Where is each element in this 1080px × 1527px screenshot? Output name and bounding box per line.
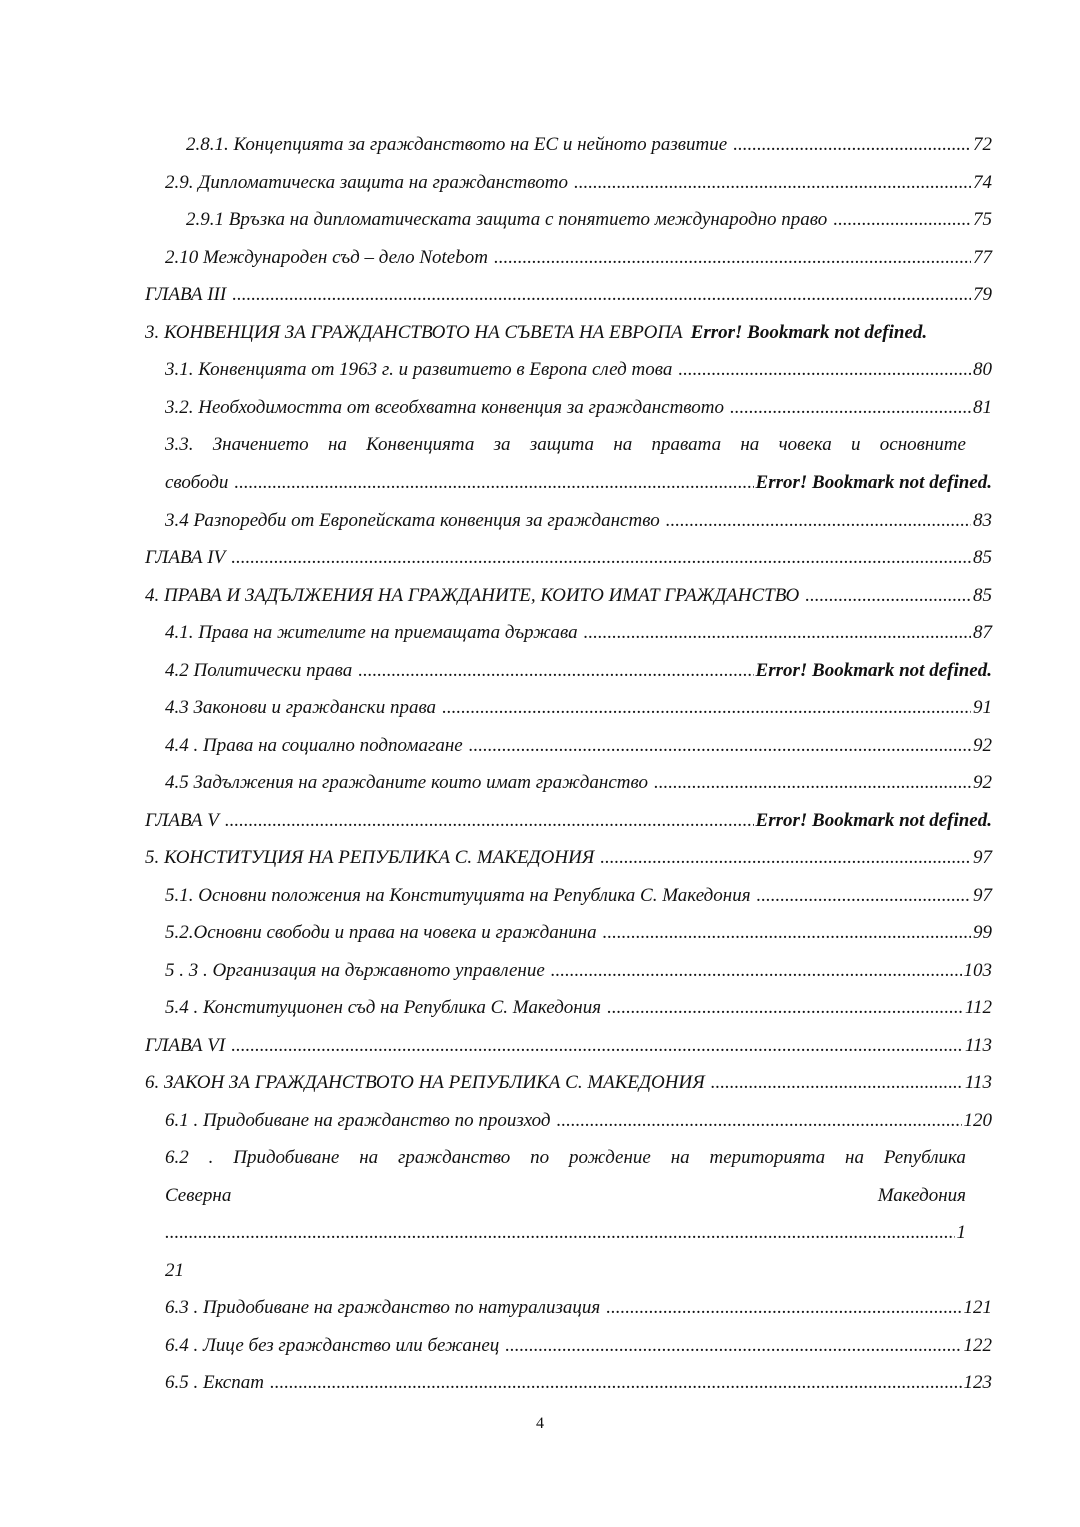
toc-entry-page: 123: [963, 1372, 992, 1393]
toc-entry-page: 1: [956, 1222, 966, 1243]
toc-entry-title: 6.1 . Придобиване на гражданство по произход: [165, 1110, 551, 1131]
toc-entry-title: 6. ЗАКОН ЗА ГРАЖДАНСТВОТО НА РЕПУБЛИКА С. МАКЕДОНИЯ: [145, 1072, 705, 1093]
toc-entry-page: 113: [964, 1035, 992, 1056]
toc-entry-title: 3.2. Необходимостта от всеобхватна конвенция за гражданството: [165, 397, 725, 418]
toc-entry[interactable]: [165, 1327, 992, 1357]
leader-dots: [654, 772, 971, 794]
toc-entry-page: 97: [973, 847, 992, 868]
toc-entry-title: 5. КОНСТИТУЦИЯ НА РЕПУБЛИКА С. МАКЕДОНИЯ: [145, 847, 595, 868]
toc-entry[interactable]: [165, 652, 992, 682]
toc-entry-title: свободи: [165, 472, 229, 493]
toc-entry-page: 121: [963, 1297, 992, 1318]
word: и: [851, 434, 861, 455]
toc-entry-chapter[interactable]: [145, 1027, 992, 1057]
toc-entry-title: 4. ПРАВА И ЗАДЪЛЖЕНИЯ НА ГРАЖДАНИТЕ, КОИТО ИМАТ ГРАЖДАНСТВО: [145, 585, 800, 606]
word: на: [670, 1147, 690, 1168]
toc-entry-page: 91: [973, 697, 992, 718]
toc-entry-title: 6.5 . Експат: [165, 1372, 264, 1393]
toc-entry[interactable]: [165, 727, 992, 757]
toc-entry-page: 80: [973, 359, 992, 380]
toc-entry[interactable]: [165, 614, 992, 644]
leader-dots: [574, 172, 971, 194]
toc-entry-title: 5.2.Основни свободи и права на човека и гражданина: [165, 922, 597, 943]
word: Придобиване: [233, 1147, 340, 1168]
word: Значението: [212, 434, 309, 455]
toc-entry-page: 92: [973, 772, 992, 793]
leader-dots: [584, 622, 971, 644]
toc-entry[interactable]: [165, 914, 992, 944]
bookmark-error: Error! Bookmark not defined.: [755, 810, 992, 831]
leader-dots: [730, 397, 971, 419]
word: 3.3.: [165, 434, 194, 455]
bookmark-error: Error! Bookmark not defined.: [755, 660, 992, 681]
word: на: [740, 434, 760, 455]
toc-entry-title: 4.4 . Права на социално подпомагане: [165, 735, 463, 756]
leader-dots: [270, 1372, 962, 1394]
toc-entry-chapter[interactable]: [145, 276, 992, 306]
leader-dots: [225, 810, 754, 832]
toc-entry-title: ГЛАВА VI: [145, 1035, 226, 1056]
toc-entry[interactable]: [165, 989, 992, 1019]
bookmark-error: Error! Bookmark not defined.: [690, 322, 928, 343]
toc-entry-page: 85: [973, 585, 992, 606]
toc-entry[interactable]: [165, 877, 992, 907]
leader-dots: [805, 585, 971, 607]
toc-entry-page: 72: [973, 134, 992, 155]
toc-entry-chapter[interactable]: [145, 314, 1070, 344]
word: за: [493, 434, 511, 455]
leader-dots: [469, 735, 971, 757]
toc-entry-wrapped-line[interactable]: [165, 426, 966, 456]
word: на: [327, 434, 347, 455]
leader-dots: [551, 960, 962, 982]
leader-dots: [231, 547, 971, 569]
leader-dots: [757, 885, 971, 907]
leader-dots: [231, 1035, 963, 1057]
toc-entry-title: ГЛАВА IV: [145, 547, 226, 568]
toc-entry[interactable]: [165, 351, 992, 381]
toc-entry[interactable]: [165, 389, 992, 419]
word: рождение: [569, 1147, 651, 1168]
leader-dots: [442, 697, 971, 719]
leader-dots: [607, 997, 963, 1019]
toc-entry-wrapped-line[interactable]: [165, 1214, 966, 1244]
toc-entry-chapter[interactable]: [145, 577, 992, 607]
leader-dots: [234, 472, 753, 494]
toc-entry-page: 79: [973, 284, 992, 305]
leader-dots: [603, 922, 971, 944]
word: територията: [709, 1147, 826, 1168]
toc-entry-title: 2.8.1. Концепцията за гражданството на ЕС и нейното развитие: [186, 134, 728, 155]
toc-entry[interactable]: [165, 502, 992, 532]
toc-entry-wrapped-line[interactable]: [165, 1177, 966, 1207]
bookmark-error: Error! Bookmark not defined.: [755, 472, 992, 493]
toc-entry-page: 77: [973, 247, 992, 268]
toc-entry-page: 85: [973, 547, 992, 568]
leader-dots: [232, 284, 971, 306]
toc-entry-title: 4.3 Законови и граждански права: [165, 697, 437, 718]
toc-entry-title: 5.4 . Конституционен съд на Република С. Македония: [165, 997, 602, 1018]
toc-entry-chapter[interactable]: [145, 539, 992, 569]
toc-entry[interactable]: [165, 464, 992, 494]
leader-dots: [494, 247, 971, 269]
toc-entry-title: 6.4 . Лице без гражданство или бежанец: [165, 1335, 500, 1356]
word: Конвенцията: [366, 434, 475, 455]
toc-entry-title: 2.9. Дипломатическа защита на гражданството: [165, 172, 568, 193]
toc-entry[interactable]: [186, 126, 992, 156]
toc-entry-page: 81: [973, 397, 992, 418]
toc-entry-title: 5 . 3 . Организация на държавното управление: [165, 960, 545, 981]
word: на: [845, 1147, 864, 1168]
leader-dots: [358, 660, 753, 682]
toc-entry[interactable]: [165, 952, 992, 982]
toc-entry-page: 21: [165, 1260, 184, 1281]
toc-entry-title: 2.10 Международен съд – дело Notebom: [165, 247, 488, 268]
leader-dots: [666, 510, 971, 532]
word: на: [613, 434, 633, 455]
toc-entry[interactable]: [165, 764, 992, 794]
toc-entry-page: 112: [964, 997, 992, 1018]
toc-entry-title: ГЛАВА III: [145, 284, 227, 305]
toc-entry-page: 97: [973, 885, 992, 906]
toc-entry[interactable]: [165, 1289, 992, 1319]
toc-entry-title: 4.1. Права на жителите на приемащата държава: [165, 622, 578, 643]
toc-entry-title: 4.2 Политически права: [165, 660, 353, 681]
toc-entry-title: 6.3 . Придобиване на гражданство по натурализация: [165, 1297, 601, 1318]
toc-entry-title: 3.1. Конвенцията от 1963 г. и развитието в Европа след това: [165, 359, 673, 380]
toc-entry-page: 113: [964, 1072, 992, 1093]
toc-entry-title: 3. КОНВЕНЦИЯ ЗА ГРАЖДАНСТВОТО НА СЪВЕТА НА ЕВРОПА: [145, 322, 683, 343]
word: правата: [651, 434, 722, 455]
leader-dots: [733, 134, 971, 156]
toc-entry-page: 87: [973, 622, 992, 643]
word: човека: [778, 434, 832, 455]
toc-entry[interactable]: [165, 1102, 992, 1132]
word: 6.2: [165, 1147, 189, 1168]
toc-entry-page: 75: [973, 209, 992, 230]
toc-entry-title: ГЛАВА V: [145, 810, 219, 831]
toc-entry-page: 74: [973, 172, 992, 193]
toc-entry-chapter[interactable]: [145, 839, 992, 869]
page-number: 4: [536, 1415, 544, 1432]
toc-entry-title: 2.9.1 Връзка на дипломатическата защита с понятието международно право: [186, 209, 828, 230]
toc-entry[interactable]: [165, 1364, 992, 1394]
word: Северна: [165, 1185, 232, 1206]
word: по: [530, 1147, 550, 1168]
toc-entry-page: 83: [973, 510, 992, 531]
leader-dots: [165, 1222, 955, 1244]
word: основните: [879, 434, 966, 455]
word: на: [359, 1147, 379, 1168]
word: Република: [883, 1147, 966, 1168]
leader-dots: [557, 1110, 962, 1132]
word: гражданство: [398, 1147, 511, 1168]
toc-entry[interactable]: [186, 201, 992, 231]
toc-entry-wrapped-line[interactable]: [165, 1139, 966, 1169]
toc-entry-page: 99: [973, 922, 992, 943]
toc-entry-title: 4.5 Задължения на гражданите които имат гражданство: [165, 772, 648, 793]
leader-dots: [833, 209, 971, 231]
toc-entry-title: 3.4 Разпоредби от Европейската конвенция за гражданство: [165, 510, 660, 531]
toc-entry[interactable]: [165, 689, 992, 719]
word: Македония: [877, 1185, 966, 1206]
word: защита: [529, 434, 595, 455]
leader-dots: [678, 359, 971, 381]
leader-dots: [606, 1297, 961, 1319]
leader-dots: [600, 847, 971, 869]
toc-entry-chapter[interactable]: [145, 802, 992, 832]
toc-entry-chapter[interactable]: [145, 1064, 992, 1094]
toc-entry-page: 120: [963, 1110, 992, 1131]
toc-entry-page: 103: [963, 960, 992, 981]
toc-entry-title: 5.1. Основни положения на Конституцията на Република С. Македония: [165, 885, 751, 906]
word: .: [208, 1147, 214, 1168]
leader-dots: [505, 1335, 961, 1357]
toc-entry[interactable]: [165, 164, 992, 194]
leader-dots: [711, 1072, 963, 1094]
toc-entry-page: 92: [973, 735, 992, 756]
toc-entry[interactable]: [165, 239, 992, 269]
toc-entry-wrapped-line[interactable]: [165, 1252, 265, 1282]
toc-entry-page: 122: [963, 1335, 992, 1356]
